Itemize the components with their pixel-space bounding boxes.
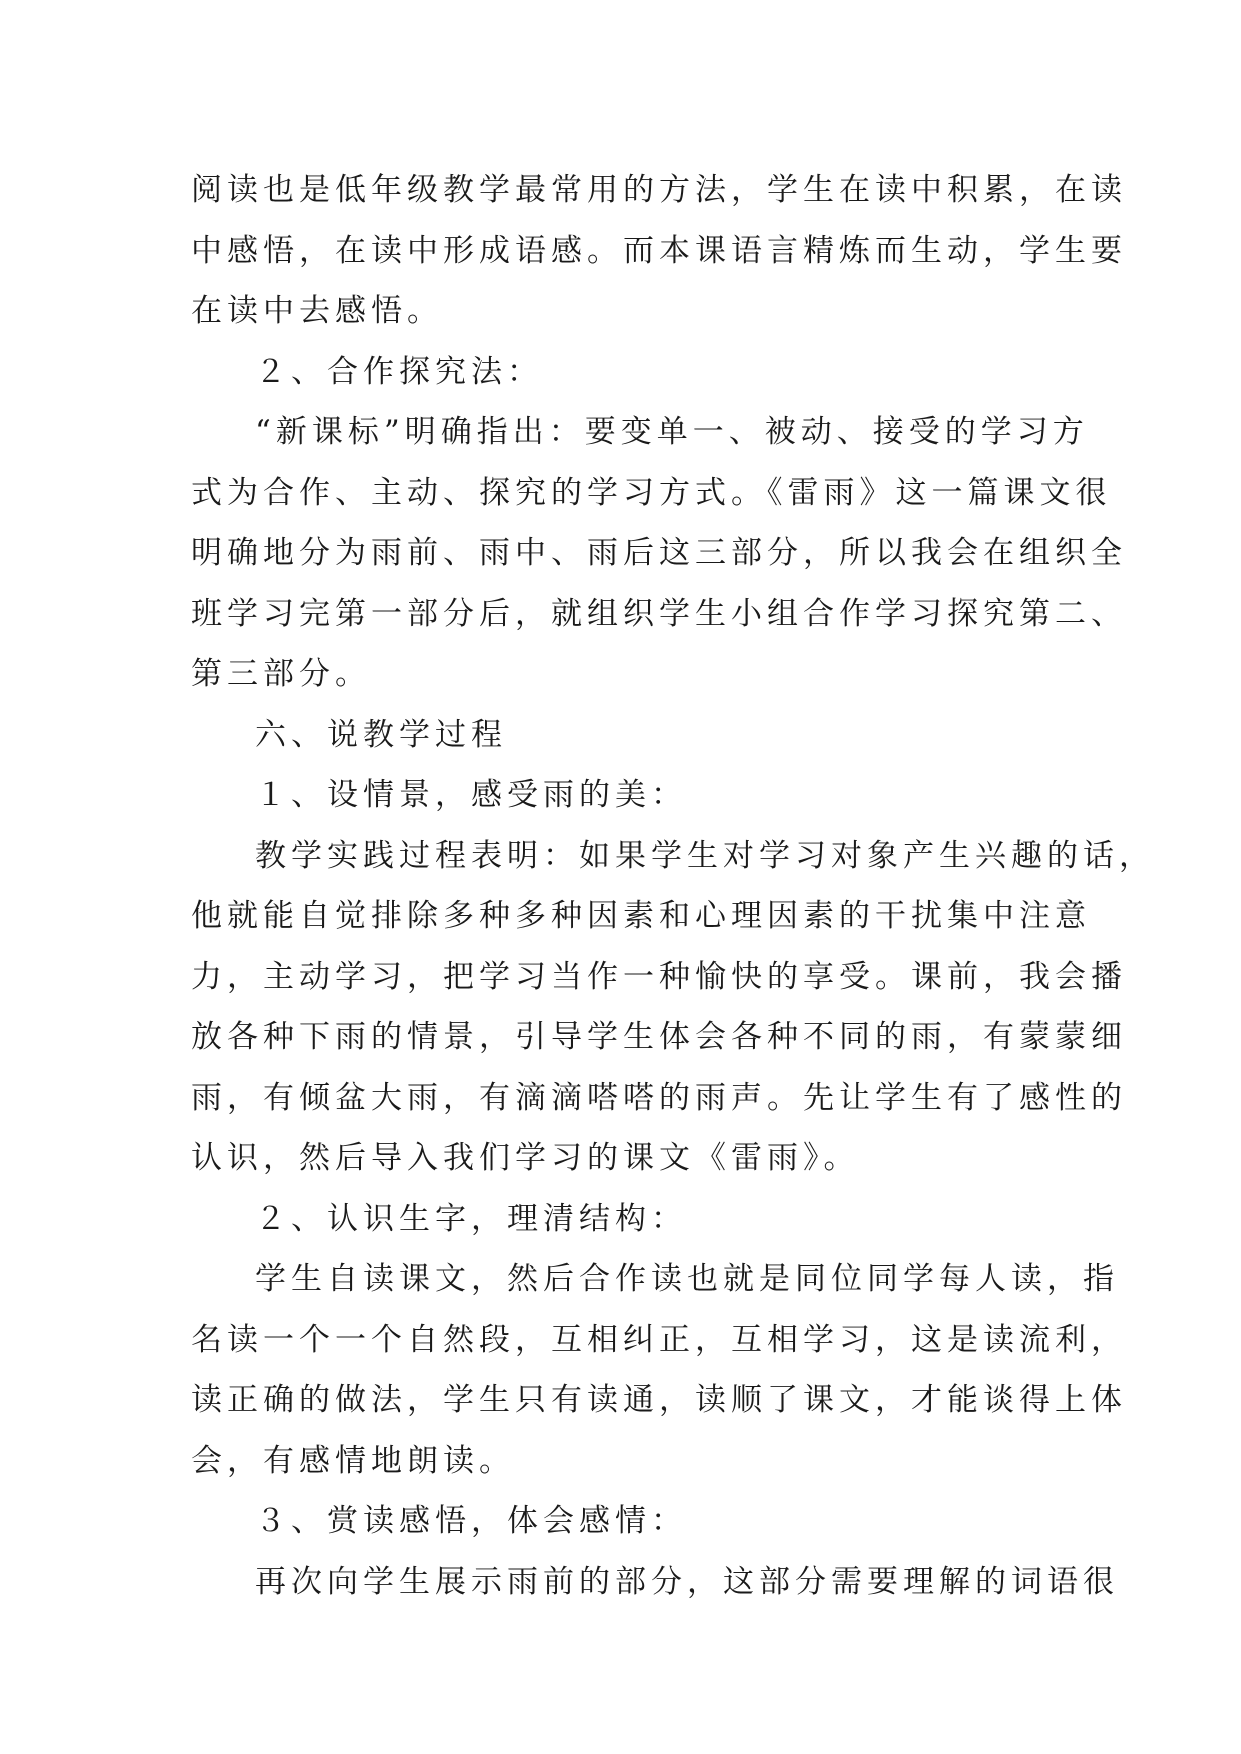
section-heading: ２、合作探究法： <box>255 353 543 390</box>
text-line: 阅读也是低年级教学最常用的方法，学生在读中积累，在读 <box>191 172 1127 208</box>
text-line: 第三部分。 <box>191 656 371 692</box>
text-line: 读正确的做法，学生只有读通，读顺了课文，才能谈得上体 <box>191 1382 1127 1418</box>
text-line: “新课标”明确指出：要变单一、被动、接受的学习方 <box>255 414 1089 450</box>
text-line: 学生自读课文，然后合作读也就是同位同学每人读，指 <box>255 1261 1119 1297</box>
section-heading: ３、赏读感悟，体会感情： <box>255 1503 687 1539</box>
text-line: 会，有感情地朗读。 <box>191 1442 515 1479</box>
text-line: 雨，有倾盆大雨，有滴滴嗒嗒的雨声。先让学生有了感性的 <box>191 1079 1127 1116</box>
section-heading: １、设情景，感受雨的美： <box>255 777 687 813</box>
text-line: 力，主动学习，把学习当作一种愉快的享受。课前，我会播 <box>191 958 1127 995</box>
text-line: 在读中去感悟。 <box>191 293 443 329</box>
text-line: 班学习完第一部分后，就组织学生小组合作学习探究第二、 <box>191 595 1127 632</box>
section-heading: ２、认识生字，理清结构： <box>255 1200 687 1237</box>
document-page <box>191 160 1155 1612</box>
text-line: 认识，然后导入我们学习的课文《雷雨》。 <box>191 1140 860 1176</box>
text-line: 教学实践过程表明：如果学生对学习对象产生兴趣的话， <box>255 837 1155 874</box>
text-line: 明确地分为雨前、雨中、雨后这三部分，所以我会在组织全 <box>191 535 1127 571</box>
text-line: 中感悟，在读中形成语感。而本课语言精炼而生动，学生要 <box>191 232 1127 269</box>
text-line: 放各种下雨的情景，引导学生体会各种不同的雨，有蒙蒙细 <box>191 1019 1127 1055</box>
text-line: 名读一个一个自然段，互相纠正，互相学习，这是读流利， <box>191 1321 1127 1358</box>
section-heading: 六、说教学过程 <box>255 716 507 753</box>
text-line: 式为合作、主动、探究的学习方式。《雷雨》这一篇课文很 <box>191 474 1112 511</box>
text-line: 他就能自觉排除多种多种因素和心理因素的干扰集中注意 <box>191 898 1091 934</box>
text-line: 再次向学生展示雨前的部分，这部分需要理解的词语很 <box>255 1563 1119 1600</box>
